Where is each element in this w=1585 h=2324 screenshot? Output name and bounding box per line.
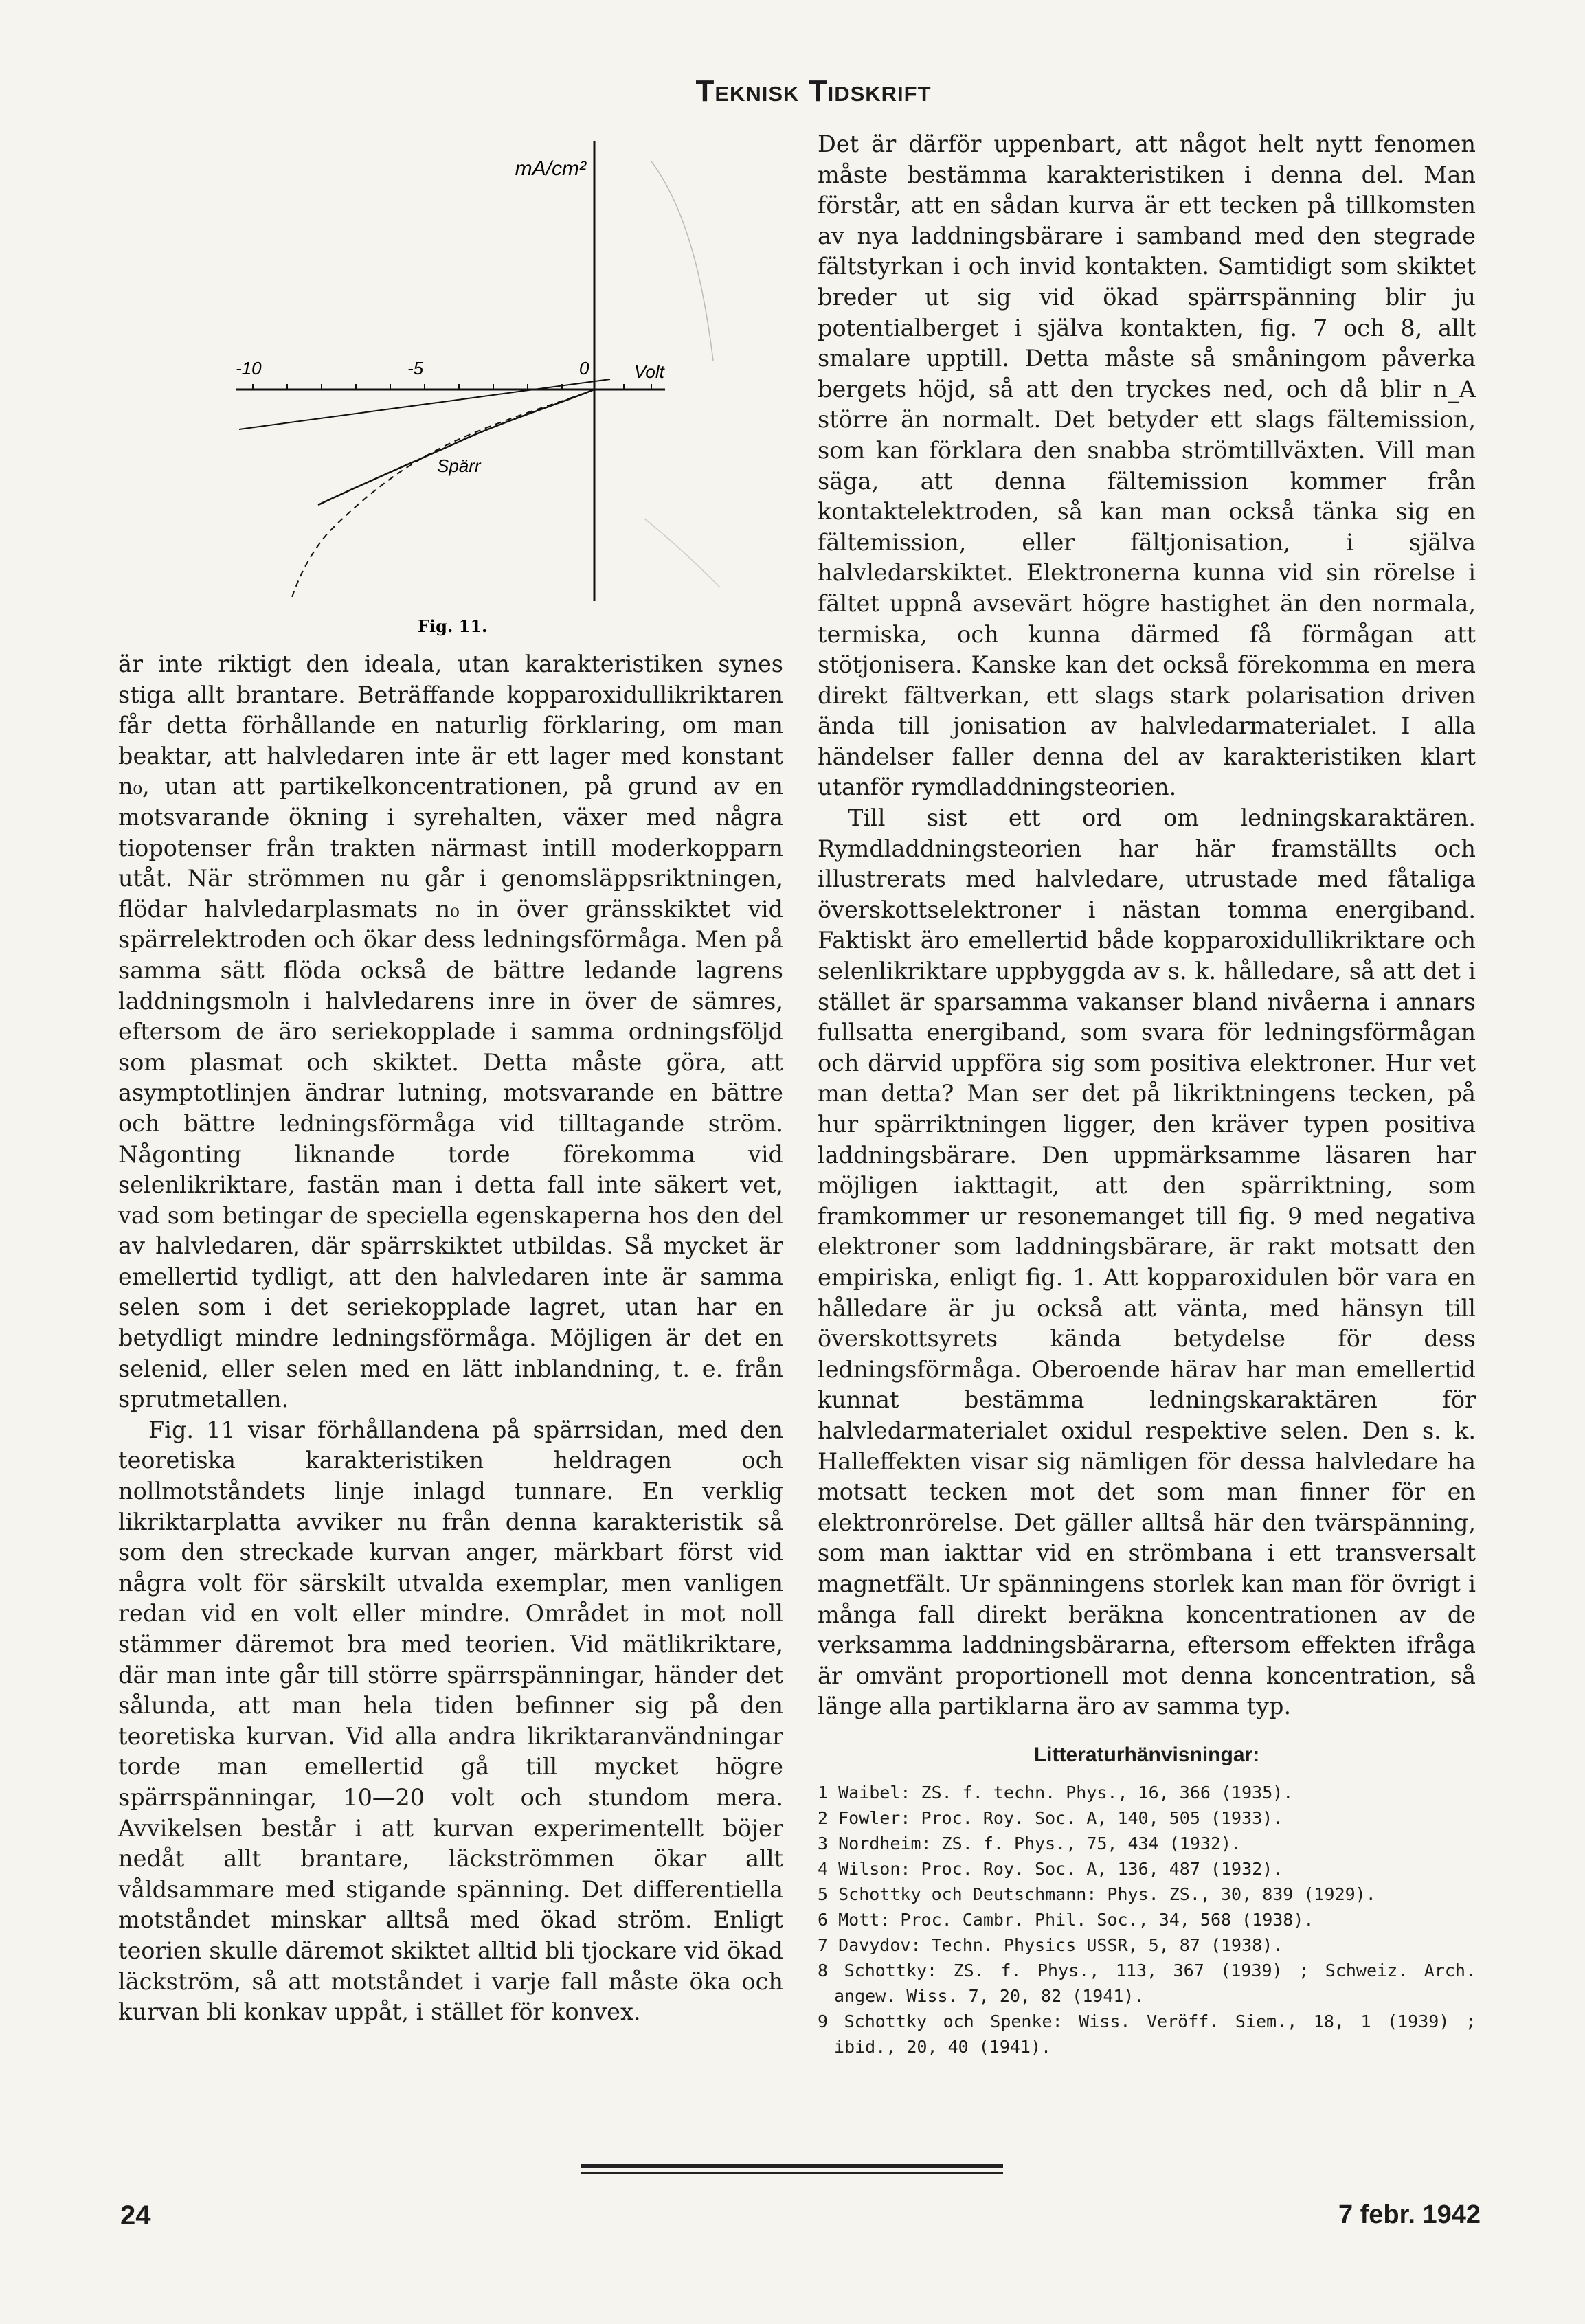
figure-caption: Fig. 11. xyxy=(418,616,488,636)
reference-item: 5 Schottky och Deutschmann: Phys. ZS., 30, 839 (1929). xyxy=(818,1884,1376,1905)
figure-11 xyxy=(170,134,761,656)
right-paragraph-2: Till sist ett ord om ledningskaraktären. Rymdladdningsteorien har här framställts och illustrerats med halvledare, utrustade med fåtaliga överskottselektroner i nästan tomma energiband. Faktiskt äro emellertid både kopparoxidullikriktare och selenlikriktare uppbyggda av s. k. hålledare, så att det i stället är sparsamma vakanser bland nivåerna i annars fullsatta energiband, som svara för ledningsförmågan och därvid uppföra sig som positiva elektroner. Hur vet man detta? Man ser det på likriktningens tecken, på hur spärriktningen ligger, den kräver typen positiva laddningsbärare. Den uppmärksamme läsaren har möjligen iakttagit, att den spärriktning, som framkommer ur resonemanget till fig. 9 med negativa elektroner som laddningsbärare, är rakt motsatt den empiriska, enligt fig. 1. Att kopparoxidulen bör vara en hålledare är ju också att vänta, med hänsyn till överskottsyrets kända betydelse för dess ledningsförmåga. Oberoende härav har man emellertid kunnat bestämma ledningskaraktären för halvledarmaterialet oxidul respektive selen. Den s. k. Halleffekten visar sig nämligen för dessa halvledare ha motsatt tecken mot det som man finner för en elektronrörelse. Det gäller alltså här den tvärspänning, som man iakttar vid en strömbana i ett transversalt magnetfält. Ur spänningens storlek kan man för övrigt i många fall direkt beräkna koncentrationen av de verksamma laddningsbärarna, eftersom effekten ifråga är omvänt proportionell mot denna koncentration, så länge alla partiklarna äro av samma typ. xyxy=(818,804,1476,1720)
reference-item: 8 Schottky: ZS. f. Phys., 113, 367 (1939) ; Schweiz. Arch. angew. Wiss. 7, 20, 82 (1941). xyxy=(818,1961,1476,2007)
characteristic-diagram xyxy=(170,134,761,656)
curve-label-sparr: Spärr xyxy=(437,455,481,476)
tick-label-minus-10: -10 xyxy=(236,358,262,379)
reference-item: 4 Wilson: Proc. Roy. Soc. A, 136, 487 (1932). xyxy=(818,1859,1283,1880)
left-column xyxy=(118,649,783,2028)
x-unit-label: Volt xyxy=(634,361,664,382)
reference-item: 6 Mott: Proc. Cambr. Phil. Soc., 34, 568 (1938). xyxy=(818,1910,1314,1930)
reference-item: 9 Schottky och Spenke: Wiss. Veröff. Siem., 18, 1 (1939) ; ibid., 20, 40 (1941). xyxy=(818,2011,1476,2057)
tick-label-minus-5: -5 xyxy=(407,358,424,379)
reference-item: 1 Waibel: ZS. f. techn. Phys., 16, 366 (1935). xyxy=(818,1783,1294,1803)
reference-item: 3 Nordheim: ZS. f. Phys., 75, 434 (1932). xyxy=(818,1834,1242,1854)
references-title: Litteraturhänvisningar: xyxy=(1033,1743,1260,1766)
issue-date: 7 febr. 1942 xyxy=(1338,2200,1481,2229)
footer-rule-thin xyxy=(581,2172,1003,2174)
left-paragraph-1: är inte riktigt den ideala, utan karakteristiken synes stiga allt brantare. Beträffande kopparoxidullikriktaren får detta förhållande en naturlig förklaring, om man beaktar, att halvledaren inte är ett lager med konstant n₀, utan att partikelkoncentrationen, på grund av en motsvarande ökning i syrehalten, växer med några tiopotenser från trakten närmast intill moderkopparn utåt. När strömmen nu går i genomsläppsriktningen, flödar halvledarplasmats n₀ in över gränsskiktet vid spärrelektroden och ökar dess ledningsförmåga. Men på samma sätt flöda också de bättre ledande lagrens laddningsmoln i halvledarens inre in över de sämres, eftersom de äro seriekopplade i samma ordningsföljd som plasmat och skiktet. Detta måste göra, att asymptotlinjen ändrar lutning, motsvarande en bättre och bättre ledningsförmåga vid tilltagande ström. Någonting liknande torde förekomma vid selenlikriktare, fastän man i detta fall inte säkert vet, vad som betingar de speciella egenskaperna hos den del av halvledaren, där spärrskiktet utbildas. Så mycket är emellertid tydligt, att den halvledaren inte är samma selen som i det seriekopplade lagret, utan har en betydligt mindre ledningsförmåga. Möjligen är det en selenid, eller selen med en lätt inblandning, t. e. från sprutmetallen. xyxy=(118,651,783,1413)
right-paragraph-1: Det är därför uppenbart, att något helt nytt fenomen måste bestämma karakteristiken i denna del. Man förstår, att en sådan kurva är ett tecken på tillkomsten av nya laddningsbärare i samband med den stegrade fältstyrkan i och invid kontakten. Samtidigt som skiktet breder ut sig vid ökad spärrspänning blir ju potentialberget i själva kontakten, fig. 7 och 8, allt smalare upptill. Detta måste så småningom påverka bergets höjd, så att den tryckes ned, och då blir n_A större än normalt. Det betyder ett slags fältemission, som kan förklara den snabba strömtillväxten. Vill man säga, att denna fältemission kommer från kontaktelektroden, så kan man också tänka sig en fältemission, eller fältjonisation, i själva halvledarskiktet. Elektronerna kunna vid sin rörelse i fältet uppnå avsevärt högre hastighet än den normala, termiska, och kunna därmed få förmågan att stötjonisera. Kanske kan det också förekomma en mera direkt fältverkan, ett slags stark polarisation driven ända till jonisation av halvledarmaterialet. I alla händelser faller denna del av karakteristiken klart utanför rymdladdningsteorien. xyxy=(818,131,1476,801)
theoretical-curve xyxy=(318,390,594,505)
right-column xyxy=(818,129,1476,2060)
left-paragraph-2: Fig. 11 visar förhållandena på spärrsidan, med den teoretiska karakteristiken heldragen och nollmotståndets linje inlagd tunnare. En verklig likriktarplatta avviker nu från denna karakteristik så som den streckade kurvan anger, märkbart först vid några volt för särskilt utvalda exemplar, men vanligen redan vid en volt eller mindre. Området in mot noll stämmer däremot bra med teorien. Vid mätlikriktare, där man inte går till större spärrspänningar, händer det sålunda, att man hela tiden befinner sig på den teoretiska kurvan. Vid alla andra likriktaranvändningar torde man emellertid gå till mycket högre spärrspänningar, 10—20 volt och stundom mera. Avvikelsen består i att kurvan experimentellt böjer nedåt allt brantare, läckströmmen ökar allt våldsammare med stigande spänning. Det differentiella motståndet minskar alltså med ökad ström. Enligt teorien skulle däremot skiktet alltid bli tjockare vid ökad läckström, så att motståndet i varje fall måste öka och kurvan bli konkav uppåt, i stället för konvex. xyxy=(118,1416,783,2026)
references-list xyxy=(818,1780,1476,2060)
page-number: 24 xyxy=(120,2200,151,2231)
journal-header: Teknisk Tidskrift xyxy=(695,74,932,108)
y-unit-label: mA/cm² xyxy=(515,157,586,180)
experimental-curve xyxy=(291,390,594,601)
footer-rule xyxy=(581,2164,1003,2168)
reference-item: 7 Davydov: Techn. Physics USSR, 5, 87 (1938). xyxy=(818,1935,1283,1956)
reference-item: 2 Fowler: Proc. Roy. Soc. A, 140, 505 (1933). xyxy=(818,1808,1283,1829)
tick-label-zero: 0 xyxy=(579,358,589,379)
